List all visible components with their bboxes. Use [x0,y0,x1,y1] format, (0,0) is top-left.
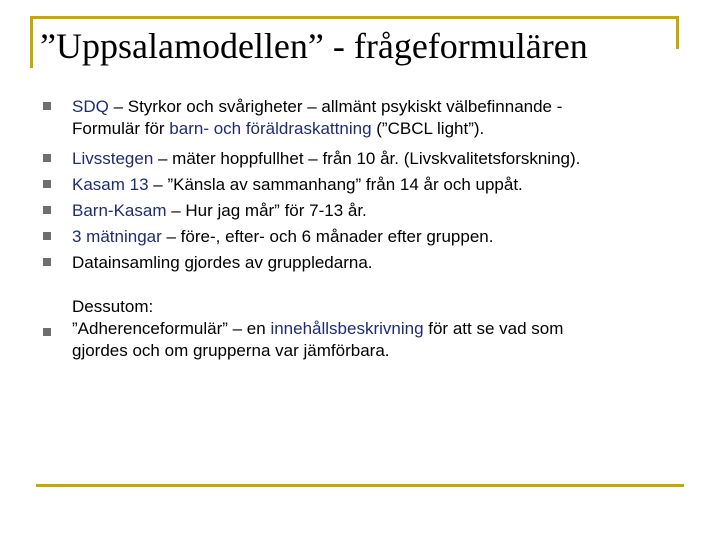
bullet-item-dessutom [72,296,692,362]
bullet-item-sdq [72,96,692,140]
bullet-line [72,318,692,340]
bullet-square-icon [43,154,51,162]
bullet-text-part: Datainsamling gjordes av gruppledarna. [72,253,373,272]
bullet-line: gjordes och om grupperna var jämförbara. [72,341,390,360]
bullet-line: Dessutom: [72,297,154,316]
bullet-square-icon [43,258,51,266]
bullet-line [72,96,692,118]
bullet-square-icon [43,232,51,240]
term-3-matningar: 3 mätningar [72,227,162,246]
bullet-item-livsstegen [72,148,692,170]
bullet-line [72,118,692,140]
bullet-text-part: för att se vad som [423,319,564,338]
bullet-item-barn-kasam [72,200,692,222]
term-livsstegen: Livsstegen [72,149,154,168]
term-barn-foraldraskattning: barn- och föräldraskattning [169,119,372,138]
bullet-square-icon [43,180,51,188]
term-barn-kasam: Barn-Kasam [72,201,167,220]
bullet-text-part: – ”Känsla av sammanhang” från 14 år och uppåt. [148,175,523,194]
bullet-text-part: ”Adherenceformulär” – en [72,319,271,338]
term-innehallsbeskrivning: innehållsbeskrivning [270,319,424,338]
bullet-square-icon [43,328,51,336]
bullet-item-datainsamling [72,252,692,274]
bottom-rule-line [36,484,684,487]
term-sdq: SDQ [72,97,109,116]
bullet-text-part: – före-, efter- och 6 månader efter gruppen. [161,227,494,246]
slide-title: ”Uppsalamodellen” - frågeformulären [40,26,588,66]
bullet-text-part: Formulär för [72,119,170,138]
bullet-text-part: – Hur jag mår” för 7-13 år. [166,201,367,220]
bullet-item-kasam13 [72,174,692,196]
bullet-text-part: (”CBCL light”). [371,119,485,138]
term-kasam-13: Kasam 13 [72,175,149,194]
bullet-square-icon [43,102,51,110]
bullet-text-part: – Styrkor och svårigheter – allmänt psykiskt välbefinnande - [108,97,563,116]
bullet-text-part: – mäter hoppfullhet – från 10 år. (Livskvalitetsforskning). [153,149,581,168]
bullet-item-matningar [72,226,692,248]
bullet-square-icon [43,206,51,214]
